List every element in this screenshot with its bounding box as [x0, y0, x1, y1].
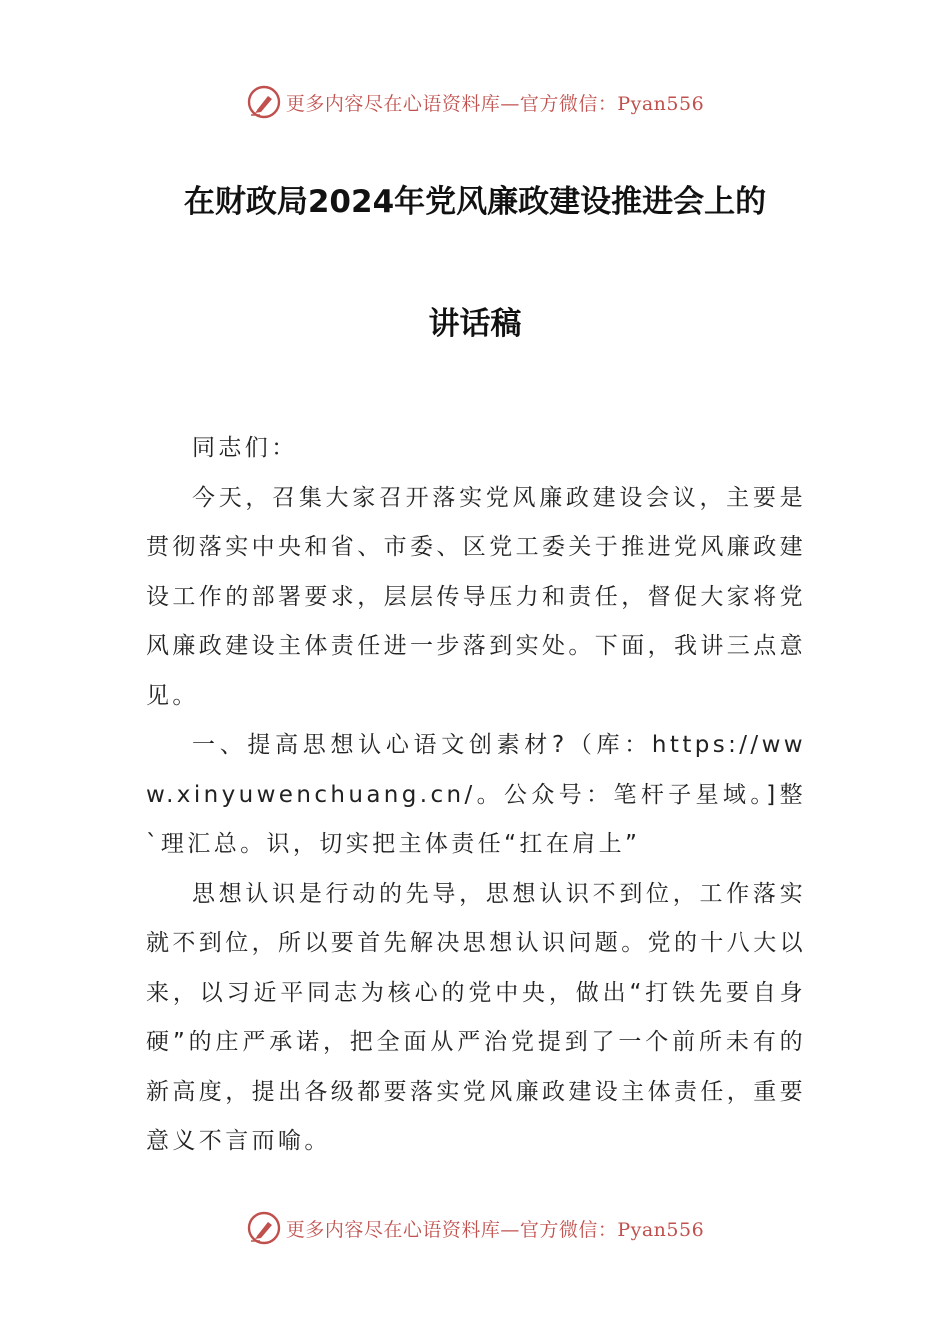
footer-watermark-banner — [0, 1208, 950, 1248]
banner-text: 更多内容尽在心语资料库—官方微信：Pyan556 — [285, 92, 705, 115]
section-heading-paragraph: 一、提高思想认心语文创素材?（库：https://www.xinyuwenchuang.cn/。公众号：笔杆子星域。]整`理汇总。识，切实把主体责任“扛在肩上” — [146, 732, 806, 857]
header-watermark-banner — [0, 82, 950, 122]
pen-nib-logo-icon — [246, 84, 282, 120]
body-paragraph: 思想认识是行动的先导，思想认识不到位，工作落实就不到位，所以要首先解决思想认识问题。党的十八大以来，以习近平同志为核心的党中央，做出“打铁先要自身硬”的庄严承诺，把全面从严治党提到了一个前所未有的新高度，提出各级都要落实党风廉政建设主体责任，重要意义不言而喻。 — [146, 880, 806, 1154]
body-paragraph: 今天，召集大家召开落实党风廉政建设会议，主要是贯彻落实中央和省、市委、区党工委关于推进党风廉政建设工作的部署要求，层层传导压力和责任，督促大家将党风廉政建设主体责任进一步落到实处。下面，我讲三点意见。 — [146, 484, 806, 709]
document-title-line1: 在财政局2024年党风廉政建设推进会上的 — [183, 184, 767, 220]
document-body — [146, 424, 806, 1167]
greeting-paragraph: 同志们： — [192, 435, 298, 461]
banner-text: 更多内容尽在心语资料库—官方微信：Pyan556 — [285, 1218, 705, 1241]
pen-nib-logo-icon — [246, 1210, 282, 1246]
document-title-line2: 讲话稿 — [428, 306, 522, 342]
